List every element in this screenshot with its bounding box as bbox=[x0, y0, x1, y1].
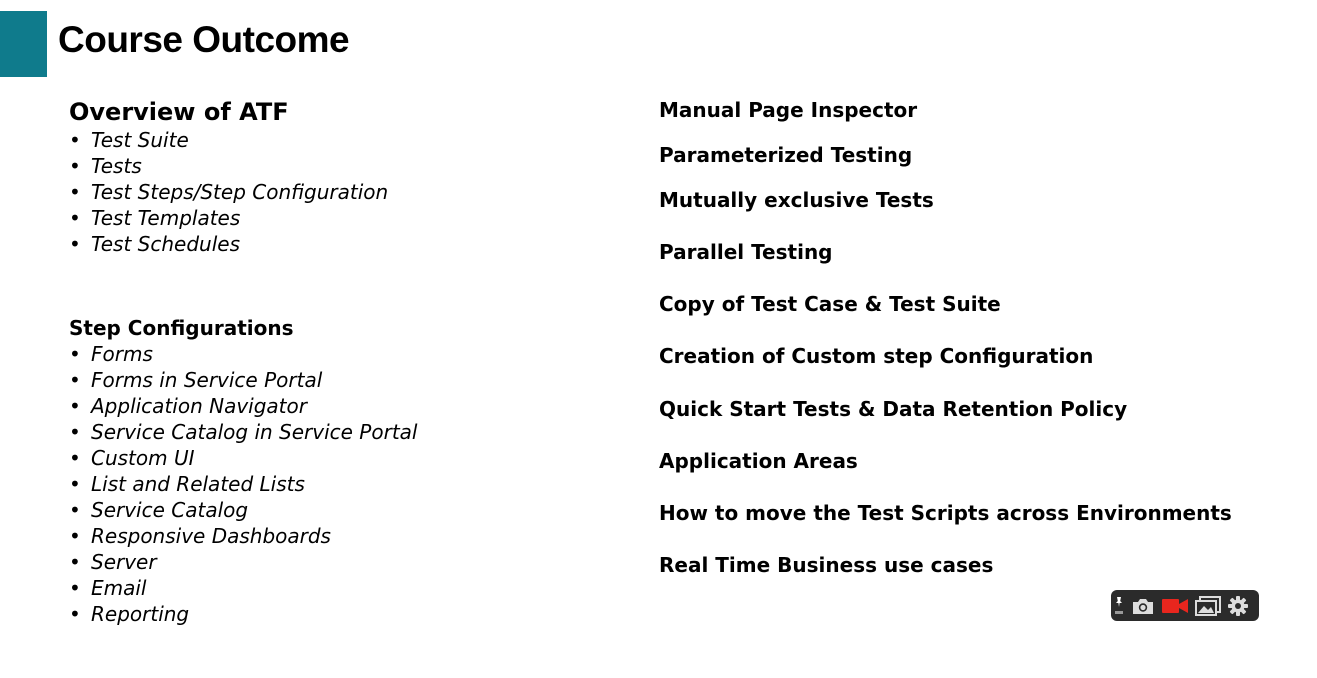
camera-icon[interactable] bbox=[1131, 594, 1155, 618]
slide-title: Course Outcome bbox=[58, 19, 350, 60]
list-item: • Test Templates bbox=[69, 205, 629, 231]
capture-toolbar bbox=[1111, 590, 1259, 621]
list-item: • Forms bbox=[69, 341, 629, 367]
topic-item: Application Areas bbox=[659, 449, 858, 473]
left-column bbox=[69, 97, 629, 627]
list-item: • Custom UI bbox=[69, 445, 629, 471]
topic-item: Copy of Test Case & Test Suite bbox=[659, 292, 1001, 316]
list-item: • Service Catalog in Service Portal bbox=[69, 419, 629, 445]
topic-item: Real Time Business use cases bbox=[659, 553, 994, 577]
step-config-heading: Step Configurations bbox=[69, 316, 294, 340]
title-accent-bar bbox=[0, 11, 47, 77]
section-spacer bbox=[69, 257, 629, 315]
list-item: • Test Suite bbox=[69, 127, 629, 153]
settings-gear-icon[interactable] bbox=[1227, 594, 1249, 618]
topic-item: Creation of Custom step Configuration bbox=[659, 344, 1094, 368]
list-item: • Server bbox=[69, 549, 629, 575]
list-item: • Application Navigator bbox=[69, 393, 629, 419]
gallery-icon[interactable] bbox=[1195, 594, 1221, 618]
topic-item: Quick Start Tests & Data Retention Policy bbox=[659, 397, 1128, 421]
list-item: • Email bbox=[69, 575, 629, 601]
list-item: • Forms in Service Portal bbox=[69, 367, 629, 393]
step-config-list bbox=[69, 341, 629, 627]
list-item: • Responsive Dashboards bbox=[69, 523, 629, 549]
topic-item: Parallel Testing bbox=[659, 240, 833, 264]
topic-item: Parameterized Testing bbox=[659, 143, 913, 167]
topic-item: How to move the Test Scripts across Environments bbox=[659, 501, 1232, 525]
topic-item: Manual Page Inspector bbox=[659, 98, 918, 122]
pin-icon[interactable] bbox=[1113, 594, 1125, 618]
overview-heading: Overview of ATF bbox=[69, 98, 289, 126]
list-item: • Reporting bbox=[69, 601, 629, 627]
topic-item: Mutually exclusive Tests bbox=[659, 188, 934, 212]
list-item: • Tests bbox=[69, 153, 629, 179]
list-item: • Test Schedules bbox=[69, 231, 629, 257]
list-item: • Test Steps/Step Configuration bbox=[69, 179, 629, 205]
list-item: • Service Catalog bbox=[69, 497, 629, 523]
video-record-icon[interactable] bbox=[1161, 594, 1189, 618]
list-item: • List and Related Lists bbox=[69, 471, 629, 497]
overview-list bbox=[69, 127, 629, 257]
